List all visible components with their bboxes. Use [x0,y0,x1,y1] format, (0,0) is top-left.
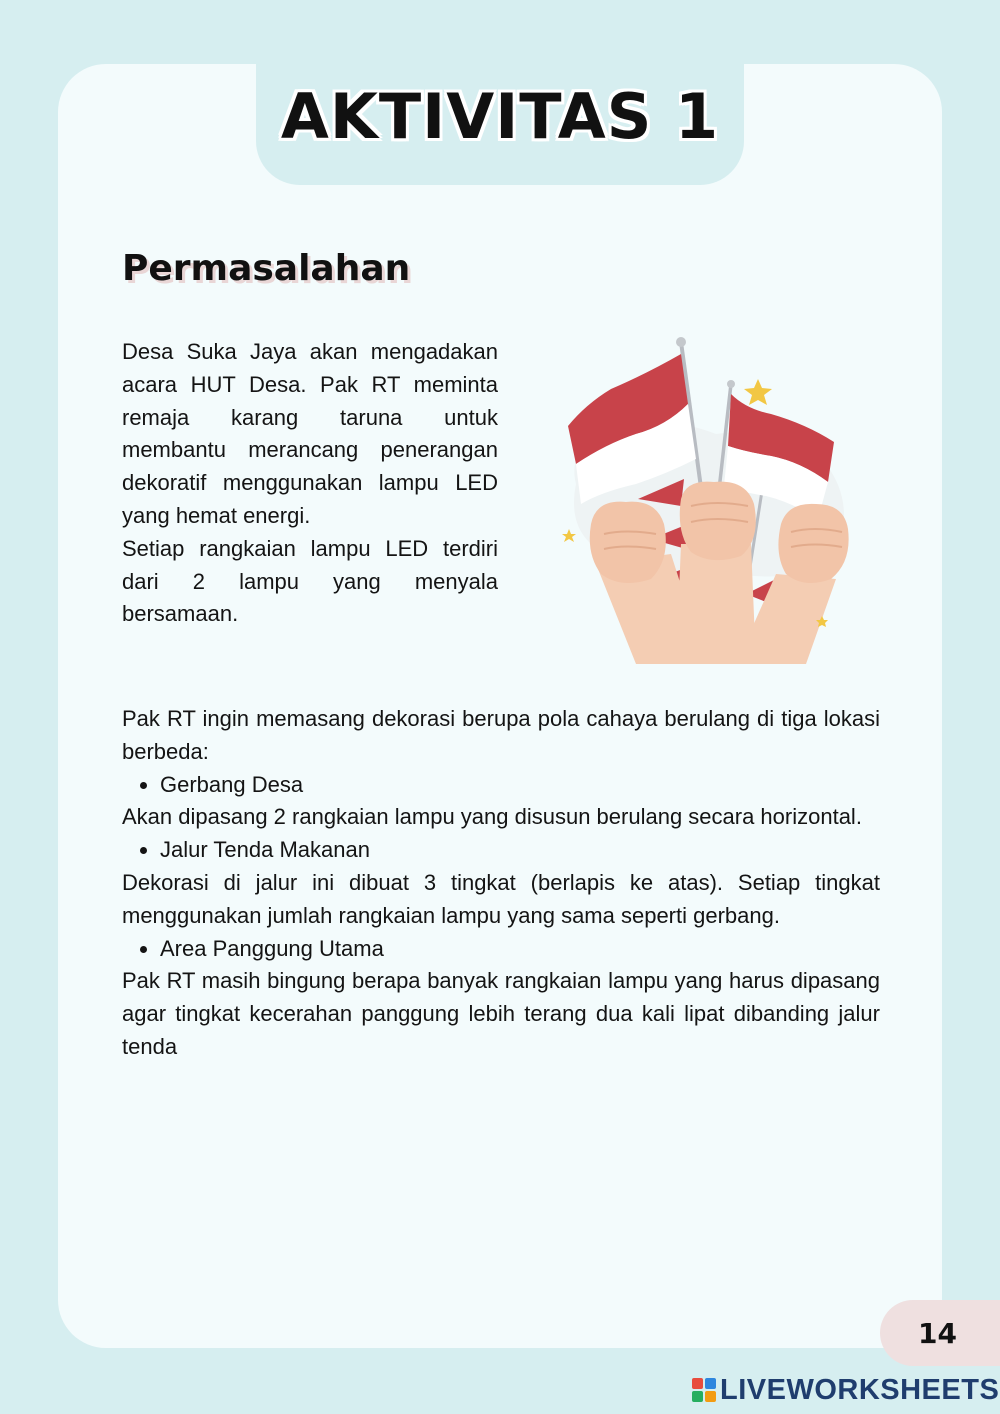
fist-left [590,502,666,583]
page-number: 14 [918,1316,957,1350]
liveworksheets-logo[interactable] [692,1374,999,1406]
location-description: Akan dipasang 2 rangkaian lampu yang disusun berulang secara horizontal. [122,804,862,830]
fist-right [778,504,848,583]
location-list-3 [122,933,880,966]
pole-tip-left [676,337,686,347]
title-tab [256,40,744,185]
problem-details [122,703,880,1064]
location-name: • Area Panggung Utama [160,933,880,966]
locations-intro: Pak RT ingin memasang dekorasi berupa pola cahaya berulang di tiga lokasi berbeda: [122,706,880,764]
star-icon [744,379,772,405]
location-description: Pak RT masih bingung berapa banyak rangkaian lampu yang harus dipasang agar tingkat kecerahan panggung lebih terang dua kali lipat dibanding jalur tenda [122,968,880,1059]
pole-tip-middle [727,380,735,388]
location-list-2 [122,834,880,867]
liveworksheets-logo-icon [692,1378,716,1402]
location-list-1 [122,769,880,802]
section-heading: Permasalahan [122,248,411,289]
page-title: AKTIVITAS 1 [280,80,720,153]
intro-paragraph-2: Setiap rangkaian lampu LED terdiri dari 2 lampu yang menyala bersamaan. [122,535,498,627]
page-number-badge [880,1300,1000,1366]
location-description: Dekorasi di jalur ini dibuat 3 tingkat (berlapis ke atas). Setiap tingkat menggunakan jumlah rangkaian lampu yang sama seperti gerbang. [122,869,880,928]
intro-paragraph-1: Desa Suka Jaya akan mengadakan acara HUT Desa. Pak RT meminta remaja karang taruna untuk membantu merancang penerangan dekoratif menggunakan lampu LED yang hemat energi. [122,339,498,528]
intro-text [122,336,498,631]
star-icon [562,529,576,542]
location-name: • Gerbang Desa [160,769,880,802]
flags-and-fists-illustration [556,334,856,664]
location-name: • Jalur Tenda Makanan [160,834,880,867]
brand-name: LIVEWORKSHEETS [720,1373,1000,1406]
